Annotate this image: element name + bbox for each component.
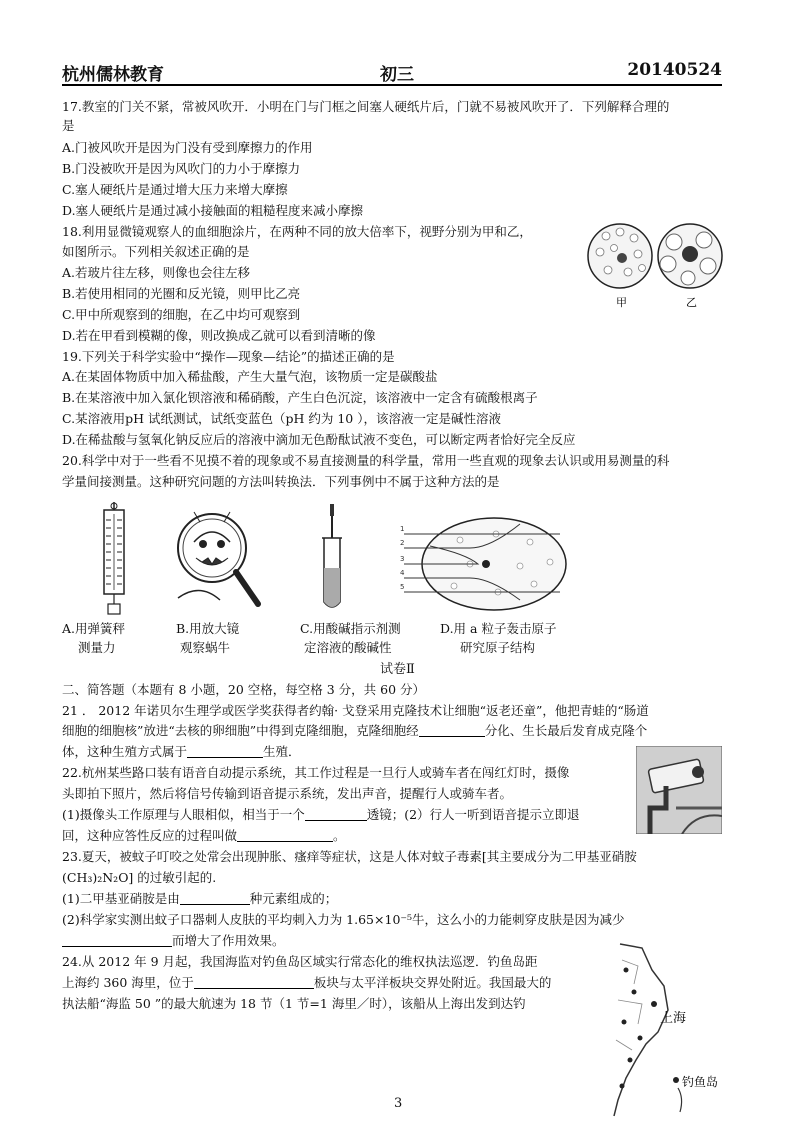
q21-line3 <box>62 743 301 761</box>
q21-line1: 21 ． 2012 年诺贝尔生理学或医学奖获得者约翰· 戈登采用克隆技术让细胞“返老还童”，他把青蛙的“肠道 <box>62 703 649 718</box>
q22-line3 <box>62 806 580 824</box>
q19-option-d: D.在稀盐酸与氢氧化钠反应后的溶液中滴加无色酚酞试液不变色，可以断定两者恰好完全反应 <box>62 432 576 447</box>
q23-line5-text: 而增大了作用效果。 <box>172 933 285 948</box>
q22-line4-part1: 回，这种应答性反应的过程叫做 <box>62 828 238 843</box>
q18-option-b: B.若使用相同的光圈和反光镜，则甲比乙亮 <box>62 286 301 301</box>
q22-blank-1[interactable] <box>305 807 367 821</box>
q23-line5 <box>62 932 285 950</box>
q19-stem: 19.下列关于科学实验中“操作—现象—结论”的描述正确的是 <box>62 349 395 364</box>
q18-stem-cont: 如图所示。下列相关叙述正确的是 <box>62 244 250 259</box>
svg-text:5: 5 <box>400 583 405 591</box>
svg-text:4: 4 <box>400 569 405 577</box>
header-date: 20140524 <box>627 60 722 80</box>
q18-option-a: A.若玻片往左移，则像也会往左移 <box>62 265 251 280</box>
q24-line2-part2: 板块与太平洋板块交界处附近。我国最大的 <box>313 975 552 990</box>
q21-blank-1[interactable] <box>419 723 485 737</box>
q23-line4: (2)科学家实测出蚊子口器刺人皮肤的平均刺入力为 1.65×10⁻⁵牛，这么小的力能刺穿皮肤是因为减少 <box>62 912 625 927</box>
q21-line2-part2: 分化、生长最后发育成克隆个 <box>484 723 648 738</box>
q24-line3: 执法船“海监 50 ”的最大航速为 18 节（1 节=1 海里／时），该船从上海出发到达钓 <box>62 996 526 1011</box>
q20-stem: 20.科学中对于一些看不见摸不着的现象或不易直接测量的科学量，常用一些直观的现象去认识或用易测量的科 <box>62 453 670 468</box>
q19-option-a: A.在某固体物质中加入稀盐酸，产生大量气泡，该物质一定是碳酸盐 <box>62 369 438 384</box>
q24-blank-1[interactable] <box>194 975 314 989</box>
caption-a-line1: A.用弹簧秤 <box>62 621 126 636</box>
q22-line1: 22.杭州某些路口装有语音自动提示系统，其工作过程是一旦行人或骑车者在闯红灯时，摄像 <box>62 765 570 780</box>
caption-b-line2: 观察蜗牛 <box>180 640 231 655</box>
q21-line3-part2: 生殖． <box>263 744 301 759</box>
caption-a-line2: 测量力 <box>78 640 116 655</box>
q24-line2-part1: 上海约 360 海里，位于 <box>62 975 194 990</box>
q22-line4 <box>62 827 346 845</box>
caption-d-line2: 研究原子结构 <box>460 640 536 655</box>
microscope-figure <box>586 214 726 314</box>
caption-c-line1: C.用酸碱指示剂测 <box>300 621 401 636</box>
caption-b-line1: B.用放大镜 <box>176 621 240 636</box>
magnifier-figure <box>170 508 266 616</box>
q17-option-b: B.门没被吹开是因为风吹门的力小于摩擦力 <box>62 161 301 176</box>
caption-d-line1: D.用 a 粒子轰击原子 <box>440 621 557 636</box>
label-jia: 甲 <box>616 296 627 309</box>
q22-line3-part2: 透镜；(2）行人一听到语音提示立即退 <box>366 807 580 822</box>
spring-scale-figure <box>92 500 136 618</box>
svg-text:3: 3 <box>400 555 405 563</box>
svg-text:1: 1 <box>400 525 405 533</box>
q24-line1: 24.从 2012 年 9 月起，我国海监对钓鱼岛区域实行常态化的维权执法巡逻．钓鱼岛距 <box>62 954 538 969</box>
q24-line2 <box>62 974 551 992</box>
q23-blank-2[interactable] <box>62 933 172 947</box>
caption-c-line2: 定溶液的酸碱性 <box>304 640 392 655</box>
section-title: 试卷Ⅱ <box>380 662 415 677</box>
q21-line2 <box>62 722 647 740</box>
page-header <box>62 58 722 86</box>
q23-line3 <box>62 890 337 908</box>
q17-option-d: D.塞人硬纸片是通过减小接触面的粗糙程度来减小摩擦 <box>62 203 364 218</box>
q23-line3-part1: (1)二甲基亚硝胺是由 <box>62 891 180 906</box>
q23-line3-part2: 种元素组成的； <box>249 891 338 906</box>
q22-blank-2[interactable] <box>237 828 333 842</box>
header-school: 杭州儒林教育 <box>62 65 164 85</box>
q19-option-b: B.在某溶液中加入氯化钡溶液和稀硝酸，产生白色沉淀，该溶液中一定含有硫酸根离子 <box>62 390 538 405</box>
q20-stem-cont: 学量间接测量。这种研究问题的方法叫转换法．下列事例中不属于这种方法的是 <box>62 474 500 489</box>
q23-line1: 23.夏天，被蚊子叮咬之处常会出现肿胀、瘙痒等症状，这是人体对蚊子毒素[其主要成分为二甲基亚硝胺 <box>62 849 637 864</box>
map-label-shanghai: 上海 <box>660 1011 687 1026</box>
q18-option-d: D.若在甲看到模糊的像，则改换成乙就可以看到清晰的像 <box>62 328 376 343</box>
map-figure <box>612 940 732 1120</box>
section-two-heading: 二、简答题（本题有 8 小题，20 空格，每空格 3 分，共 60 分） <box>62 682 426 697</box>
header-grade: 初三 <box>380 65 414 85</box>
test-tube-figure <box>318 502 348 614</box>
q22-line2: 头即拍下照片，然后将信号传输到语音提示系统，发出声音，提醒行人或骑车者。 <box>62 786 513 801</box>
q18-option-c: C.甲中所观察到的细胞，在乙中均可观察到 <box>62 307 301 322</box>
q23-line2: (CH₃)₂N₂O] 的过敏引起的. <box>62 870 217 885</box>
q17-stem-cont: 是 <box>62 118 75 133</box>
svg-text:2: 2 <box>400 539 405 547</box>
q17-option-c: C.塞人硬纸片是通过增大压力来增大摩擦 <box>62 182 288 197</box>
q22-line4-part2: 。 <box>333 828 346 843</box>
q17-stem: 17.教室的门关不紧，常被风吹开．小明在门与门框之间塞人硬纸片后，门就不易被风吹开了．下列解释合理的 <box>62 99 670 114</box>
q21-line3-part1: 体，这种生殖方式属于 <box>62 744 188 759</box>
camera-photo <box>636 746 722 834</box>
label-yi: 乙 <box>686 296 697 309</box>
alpha-scattering-figure <box>400 514 572 614</box>
map-label-diaoyu: 钓鱼岛 <box>682 1075 719 1089</box>
q23-blank-1[interactable] <box>180 891 250 905</box>
q21-blank-2[interactable] <box>187 744 263 758</box>
q19-option-c: C.某溶液用pH 试纸测试，试纸变蓝色（pH 约为 10 ），该溶液一定是碱性溶液 <box>62 411 501 426</box>
q17-option-a: A.门被风吹开是因为门没有受到摩擦力的作用 <box>62 140 313 155</box>
q21-line2-part1: 细胞的细胞核”放进“去核的卵细胞”中得到克隆细胞，克隆细胞经 <box>62 723 419 738</box>
q22-line3-part1: (1)摄像头工作原理与人眼相似，相当于一个 <box>62 807 305 822</box>
q18-stem: 18.利用显微镜观察人的血细胞涂片，在两种不同的放大倍率下，视野分别为甲和乙， <box>62 224 532 239</box>
page-number: 3 <box>394 1096 403 1111</box>
